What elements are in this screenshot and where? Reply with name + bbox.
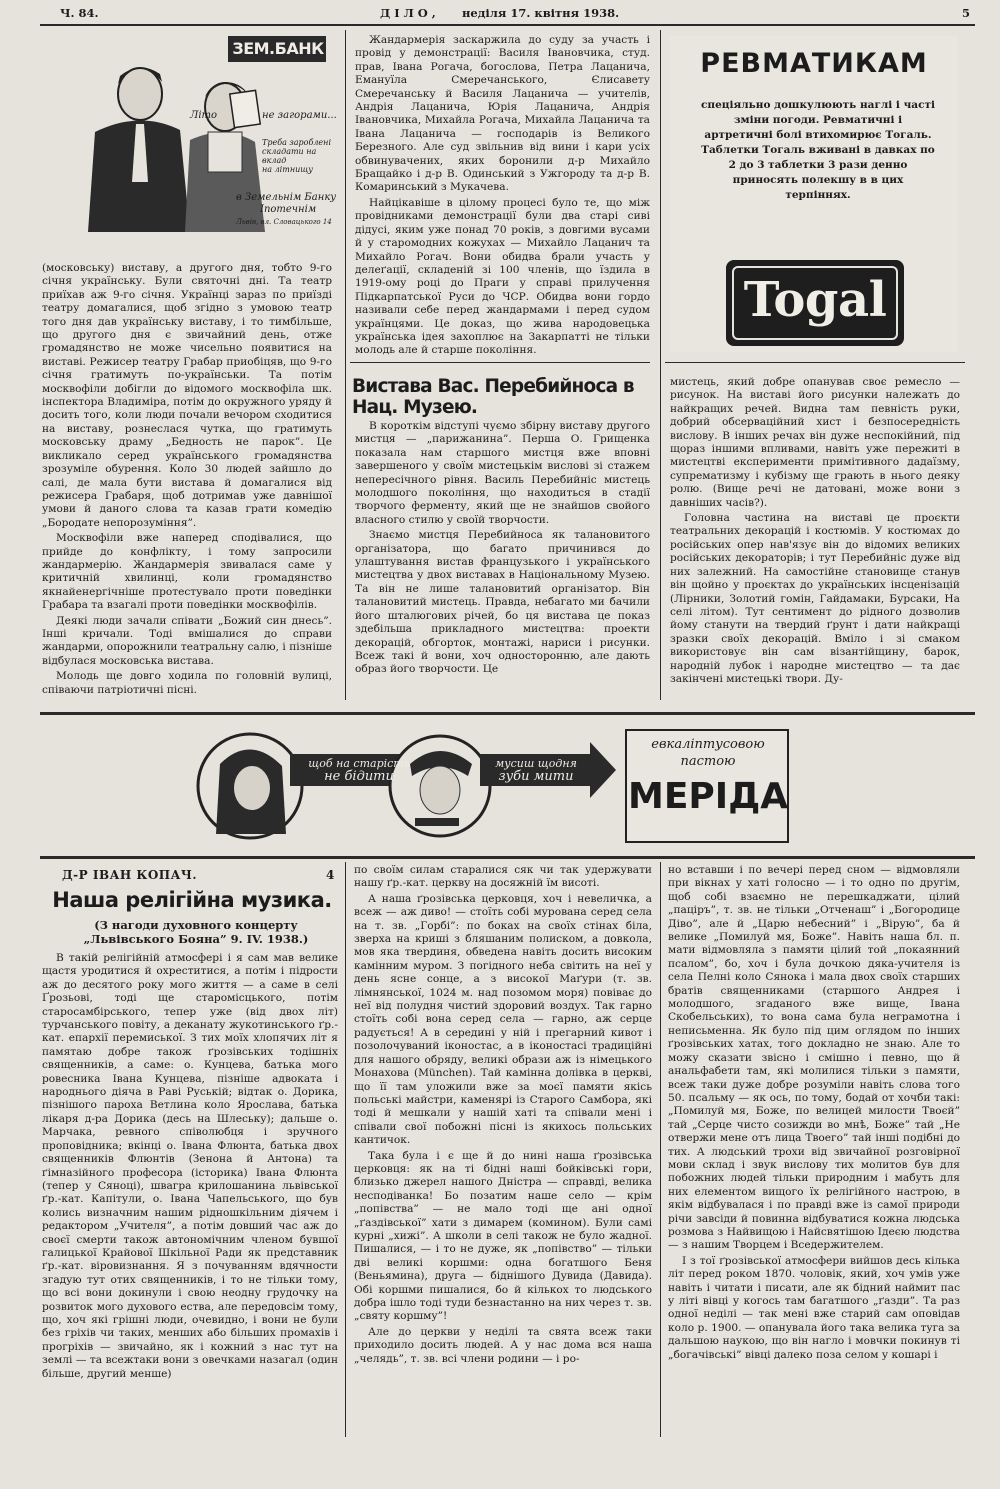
zembank-footer-3: Львів, вл. Словацького 14 bbox=[236, 218, 332, 226]
paragraph: по своїм силам старалися сяк чи так удержувати нашу ґр.-кат. церкву на досяжній їм висоті. bbox=[354, 864, 652, 890]
section-rule bbox=[40, 856, 975, 859]
issue-number: Ч. 84. bbox=[60, 6, 99, 20]
music-article-col-b bbox=[354, 864, 652, 1434]
music-article-subhead: (З нагоди духовного концерту „Львівського Бояна” 9. IV. 1938.) bbox=[83, 918, 309, 946]
museum-article-col-a bbox=[355, 420, 650, 700]
paragraph: Найцікавіше в цілому процесі було те, що між провідниками демонстрації були два старі сиві дідусі, яким уже понад 70 років, з довгими вусами й у старомодних кожухах — Михайло Лацанич та Михайло Рогач. Вони обидва брали участь у делеґації, складеній зі 100 членів, що їздила в 1919-ому році до Праги у справі прилучення Підкарпатської Руси до ЧСР. Обидва вони гордо називали себе перед жандармами і перед судом українцями. Це доказ, що жива народовецька українська ідея захоплює на Закарпатті не тільки молодь але й старше покоління. bbox=[355, 196, 650, 357]
merida-text-line2: пастою bbox=[680, 754, 736, 769]
paragraph: І з тої ґрозівської атмосфери вийшов десь кілька літ перед роком 1870. чоловік, який, хоч умів уже навіть і читати і писати, але як бідний наймит пас у літі вівці у когось там багатшого „ґазди”. Та раз одної неділі — так мені вже старий сам оповідав коло р. 1900. — опанувала його така велика туга за дальшою наукою, що він нагло і мовчки покинув ті „богачівські” вівці далеко поза селом у кошарі і bbox=[668, 1254, 960, 1361]
paragraph: (московську) виставу, а другого дня, тобто 9-го січня українську. Були святочні дні. Та театр приїхав аж 9-го січня. Українці зараз по приїзді театру домагалися, щоб згідно з умовою театр того дня дав українську виставу, і то тимбільше, що другого дня є звичайний день, отже громадянство не може чисельно появитися на виставі. Режисер театру Грабар приобіцяв, що 9-го січня гратимуть по-українськи. Та потім москвофіли добігли до відомого москвофіла шк. інспектора Владиміра, потім до окружного уряду й досить того, коли люди почали вечором сходитися на виставу, рознеслася чутка, що гратимуть московську драму „Бедность не парок”. Це викликало серед українського громадянства зрозуміле обурення. Коло 30 людей зайшло до салі, де мала бути вистава й домагалися від режисера Грабаря, щоб дотримав уже давнішої умови й даного слова та казав грати комедію „Бородате непорозуміння”. bbox=[42, 262, 332, 529]
merida-brand: МЕРІДА bbox=[628, 776, 789, 817]
merida-slogan-1 bbox=[294, 757, 424, 783]
paragraph: Але до церкви у неділі та свята всеж таки приходило досить людей. А у нас дома вся наша „челядь”, т. зв. всі члени родини — і ро- bbox=[354, 1325, 652, 1365]
togal-ad-body: спеціяльно дошкулюють наглі і часті зміни погоди. Ревматичні і артретичні болі втихомирює Тогаль. Таблетки Тогаль вживані в давках по 2 до 3 таблетки 3 рази денно приносять полекшу в в цих терпіннях. bbox=[701, 99, 935, 201]
masthead bbox=[50, 6, 970, 22]
music-article-col-c bbox=[668, 864, 960, 1434]
column-2-text bbox=[355, 34, 650, 362]
zembank-footer bbox=[236, 192, 336, 228]
merida-slogan-1b: не бідити bbox=[324, 769, 394, 784]
paragraph: Москвофіли вже наперед сподівалися, що прийде до конфлікту, і тому запросили жандармерію. Жандармерія звивалася саме у критичній хвилинці, коли громадянство якнайенергічніше протестувало проти поведінки Грабара та взагалі проти поведінки москвофілів. bbox=[42, 532, 332, 612]
column-divider bbox=[345, 862, 346, 1437]
paragraph: Знаємо мистця Перебийноса як талановитого організатора, що багато причинився до улаштування вистав французького і українського мистецтва у двох виставах в Національному Музею. Та він не лише талановитий організатор. Він талановитий мистець. Правда, небагато ми бачили його шталюгових річей, бо ця вистава це показ здебільша прикладного мистецтва: проекти декорацій, обгорток, монтажі, нариси і рисунки. Всеж такі й вони, хоч односторонню, але дають образ його творчости. Це bbox=[355, 529, 650, 676]
zembank-text-line3: на літнищу bbox=[262, 165, 313, 174]
column-divider bbox=[660, 30, 661, 700]
merida-slogan-2 bbox=[484, 757, 588, 783]
merida-slogan-2a: мусиш щодня bbox=[495, 757, 577, 770]
music-article-marker: 4 bbox=[326, 868, 335, 882]
merida-ad bbox=[190, 724, 790, 848]
zembank-logo: ЗЕМ.БАНК bbox=[232, 39, 324, 58]
merida-slogan-1a: щоб на старість bbox=[308, 757, 410, 770]
page-number: 5 bbox=[962, 6, 971, 20]
paragraph: В короткім відступі чуємо збірну виставу другого мистця — „парижанина”. Перша О. Грищенка показала нам старшого мистця вже вповні завершеного у своїм мистецькім вислові зі стажем непересічного рівня. Василь Перебийніс мистець молодшого покоління, що находиться в стадії творчого ферменту, який ще не знайшов свойого власного стилю у своїй творчости. bbox=[355, 420, 650, 526]
music-article-col-a bbox=[42, 952, 338, 1432]
zembank-ad bbox=[40, 32, 340, 254]
music-article-author: Д-Р ІВАН КОПАЧ. bbox=[62, 868, 198, 882]
zembank-footer-1: в Земельнім Банку bbox=[236, 192, 337, 203]
zembank-text bbox=[262, 138, 338, 174]
paragraph: но вставши і по вечері перед сном — відмовляли при вікнах у хаті голосно — і то одно по другім, щоб собі взаємно не перешкаджати, цілий „паціръ”, т. зв. не тільки „Отченаш” і „Богородице Діво”, але й „Царю небесний” і „Вірую”, ба й велике „Помилуй мя, Боже”. Навіть наша бл. п. мати відмовляла з памяти цілий той „покаянний псалом”, бо, хоч і була дочкою дяка-учителя із села Пелні коло Сянока і мала двох своїх старших братів священниками (старшого Андрея і молодшого, згаданого вже вище, Івана Скобельських), то вона сама була неграмотна і неписьменна. Як було під цим оглядом по інших ґрозівських хатах, того докладно не знаю. Але то можу сказати звісно і смішно і певно, що й анальфабети там, які молилися тільки з памяти, всеж таки дуже добре розуміли навіть слова того 50. псальму — як ось, по тому, бодай от хочби такі: „Помилуй мя, Боже, по велицей милости Твоєй” тай „Серце чисто созижди во мнѣ, Боже” тай „Не отвержи мене отъ лица Твоего” тай інші подібні до тих. А людський трохи від звичайної розговірної мови склад і звук вислову тих молитов був для побожних людей тільки природним і мабуть для них елементом вищого їх релігійного настрою, в якім відбувалася і по правді вже із самої природи річи завсіди й повинна відбуватися кожна людська розмова з Найвищою і Найсвятішою Ідеєю людства — з нашим Творцем і Вседержителем. bbox=[668, 864, 960, 1252]
togal-ad bbox=[670, 36, 958, 352]
zembank-footer-2: Іпотечнім bbox=[260, 204, 317, 215]
paragraph: В такій релігійній атмосфері і я сам мав велике щастя уродитися й охреститися, а потім і підрости аж до десятого року мого життя — а саме в селі Ґрозьові, тоді ще старомісцького, потім старосамбірського, тепер уже (від двох літ) турчанського повіту, а деканату жукотинського ґр.-кат. епархії перемиської. З тих моїх хлопячих літ я памятаю добре також ґрозівських тодішніх священників, а саме: о. Кунцева, батька мого ровесника Івана Кунцева, пізніше адвоката і народнього діяча в Раві Руській; відтак о. Дорика, пізнішого пароха Ветлина коло Ярослава, батька лікаря д-ра Дорика (десь на Шлеську); дальше о. Марчака, ревного співолюбця і зручного проповідника; вкінці о. Івана Флюнта, батька двох священників Флюнтів (Зенона й Антона) та ґімназійного професора (історика) Івана Флюнта (тепер у Сяноці), швагра крилошанина львівської ґр.-кат. Капітули, о. Івана Чапельського, що був колись визначним нашим рідношкільним діячем і редактором „Учителя”, а потім довший час аж до своєї смерти також автономічним членом бувшої галицької Крайової Шкільної Ради як представник ґр.-кат. віровизнання. Я з почуванням вдячности згадую тут отих священників, і то не тільки тому, що всі вони докинули і свою неодну грудочку на розвиток мого духового ества, але передовсім тому, що, хоч які грішні люди, очевидно, і вони не були без гріхів чи таких, менших або більших промахів і прогріхів — звичайно, як і кожний з нас тут на землі — та всежтаки вони з овечками назагал (один більше, другий менше) bbox=[42, 952, 338, 1380]
article-separator bbox=[665, 362, 965, 363]
masthead-rule bbox=[40, 24, 975, 26]
zembank-text-line1: Треба зароблені bbox=[262, 138, 331, 147]
column-1-text bbox=[42, 262, 332, 698]
museum-article-col-b bbox=[670, 376, 960, 700]
paragraph: Жандармерія заскаржила до суду за участь і провід у демонстрації: Василя Івановчика, студ. прав, Івана Рогача, богослова, Петра Лацанича, Емануїла Смеречанського, Єлисавету Смеречанську й Василя Лацанича — учителів, Андрія Лацанича, Юрія Лацанича, Андрія Івановчика, Михайла Рогача, Михайла Лацанича та Івана Лацанича — господарів із Великого Березного. Але суд звільнив від вини і кари усіх обвинувачених, яких боронили д-р Михайло Бращайко і д-р В. Одинський з Ужгороду та д-р В. Комаринський з Мукачева. bbox=[355, 34, 650, 194]
merida-text-line1: евкаліптусовою bbox=[651, 737, 765, 752]
music-article-headline: Наша релігійна музика. bbox=[52, 888, 332, 912]
zembank-text-line2: складати на вклад bbox=[262, 147, 317, 165]
issue-date: неділя 17. квітня 1938. bbox=[462, 6, 620, 20]
newspaper-title: ДІЛО, bbox=[380, 6, 440, 20]
paragraph: Головна частина на виставі це проєкти театральних декорацій і костюмів. У костюмах до російських опер нав'язує він до відомих великих російських декораторів; і тут Перебийніс дуже від них залежний. На самостійне становище станув він щойно у проєктах до українських інсценізацій (Лірники, Золотий гомін, Гайдамаки, Бурсаки, На селі літом). Тут сентимент до рідного дозволив йому станути на твердий ґрунт і дати найкращі зразки своїх декорацій. Вміло і зі смаком використовує він сам візантійщину, барок, народній лубок і народне мистецтво — та дає закінчені мистецькі твори. Ду- bbox=[670, 512, 960, 685]
togal-brand: Togal bbox=[743, 272, 887, 328]
togal-ad-title: РЕВМАТИКАМ bbox=[700, 48, 928, 79]
column-divider bbox=[660, 862, 661, 1437]
zembank-slogan-1: Літо bbox=[190, 110, 218, 121]
article-separator bbox=[350, 362, 650, 363]
paragraph: Молодь ще довго ходила по головній вулиці, співаючи патріотичні пісні. bbox=[42, 670, 332, 696]
merida-slogan-2b: зуби мити bbox=[498, 769, 574, 784]
paragraph: Деякі люди зачали співати „Божий син днесь”. Інші кричали. Тоді вмішалися до справи жандарми, опорожнили театральну салю, і пізніше відбулася московська вистава. bbox=[42, 614, 332, 667]
section-rule bbox=[40, 712, 975, 715]
museum-article-headline: Вистава Вас. Перебийноса в Нац. Музею. bbox=[352, 376, 634, 418]
merida-text bbox=[628, 736, 788, 770]
togal-logo bbox=[726, 260, 904, 346]
paragraph: Така була і є ще й до нині наша ґрозівська церковця: як на ті бідні наші бойківські гори, близько джерел нашого Дністра — справді, велика несподіванка! Бо позатим наше село — крім „попівства” — не мало тоді ще ані одної „ґаздівської” хати з димарем (комином). Були самі курні „хижі”. А школи в селі також не було жадної. Пишалися, — і то не дуже, як „попівство” — тільки дві великі коршми: одна богатшого Беня (Веньямина), друга — біднішого Дувида (Давида). Обі коршми пишалися, бо й кількох то людського добра ішло тоді туди безнастанно на них через т. зв. „святу коршму”! bbox=[354, 1149, 652, 1323]
column-divider bbox=[345, 30, 346, 700]
paragraph: мистець, який добре опанував своє ремесло — рисунок. На виставі його рисунки належать до найкращих речей. Видна там певність руки, добрий обсерваційний хист і безпосередність вислову. В інших речах він дуже неспокійний, під щораз іншими впливами, навіть уже пережиті в мистецтві експерименти примітивного дадаїзму, супрематизму і кубізму ще грають в нього деяку ролю. (Вище речі не датовані, може вони з давніших часів?). bbox=[670, 376, 960, 509]
zembank-slogan-2: не загорами... bbox=[262, 110, 337, 121]
paragraph: А наша ґрозівська церковця, хоч і невеличка, а всеж — аж диво! — стоїть собі мурована серед села на т. зв. „Горбі”: по боках на своїх стінах біла, зверха на криші з бляшаним полиском, а довкола, мов яка твердиня, обведена навіть досить високим камінним муром. З погідного неба світить на неї у день ясне сонце, а з високої Маґури (т. зв. лімнянської, 1024 м. над позомом моря) повіває до неї від полудня чистий здоровий воздух. Так гарно стоїть собі вона серед села — гарно, аж серце радується! А в середині у ній і прегарний кивот і позолочуваний іконостас, а в іконостасі традиційні для нашого обряду, великі образи аж із німецького Монахова (München). Тай камінна долівка в церкві, що її там уложили вже за моєї памяти якісь польські майстри, каменярі із Старого Самбора, які тоді й мешкали у нашій хаті та співали мені і співали свої побожні пісні із якихось польських кантичок. bbox=[354, 892, 652, 1147]
